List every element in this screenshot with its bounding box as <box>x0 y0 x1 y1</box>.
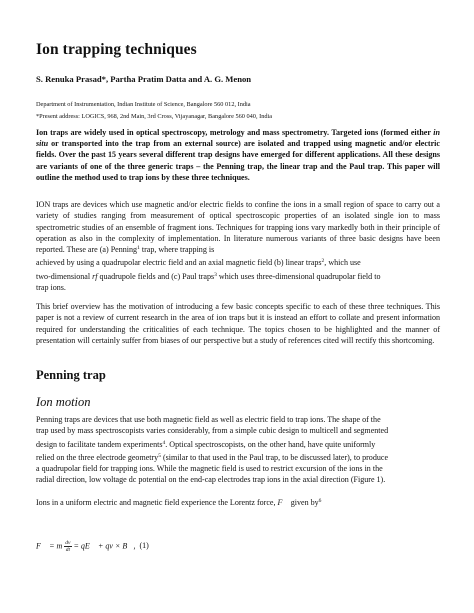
intro-paragraph-2: This brief overview has the motivation of introducing a few basic concepts specific to each of these three techniques. This paper is not a review of current research in the area of ion traps but it is instead an effort to collate and present information required for understanding the criticalities of each technique. The topics chosen to be highlighted and the manner of presentation will certainly suffer from biases of our perspective but a study of references cited will rectify this shortcoming. <box>36 302 440 345</box>
abstract: Ion traps are widely used in optical spectroscopy, metrology and mass spectrometry. Targeted ions (formed either in situ or transported into the trap from an external source) are isolated and trapped using magnetic and/or electric fields. Over the past 15 years several different trap designs have emerged for different applications. All these designs are variants of one of the three generic traps – the Penning trap, the linear trap and the Paul trap. This paper will outline the method used to trap ions by these three techniques. <box>36 128 440 182</box>
lorentz-equation: F⃗ = m $\frac{dv}{dt}$ = qE⃗ + qv × B⃗, (1) <box>36 540 149 553</box>
derivative-fraction: $\frac{dv}{dt}$ <box>65 540 71 553</box>
section-heading: Penning trap <box>36 368 106 382</box>
penning-paragraph: Penning traps are devices that use both magnetic field as well as electric field to trap ions. The shape of the trap used by mass spectroscopists varies considerably, from a simple cubic design to multicell and segmented design to facilitate tandem experiments$^4$. Optical spectroscopists, on the other hand, have quite uniformly relied on the three electrode geometry$^5$ (similar to that used in the Paul trap, to be discussed later), to produce a quadrupolar field for trapping ions. While the magnetic field is used to restrict excursion of the ions in the radial direction, low voltage dc potential on the end-cap electrodes trap ions in the axial direction (Figure 1). <box>36 415 389 485</box>
citation-2: 2 <box>321 258 325 265</box>
subsection-heading: Ion motion <box>36 395 91 409</box>
citation-5: 5 <box>158 452 161 459</box>
intro-text: ION traps are devices which use magnetic and/or electric fields to confine the ions in a small region of space to carry out a variety of studies ranging from measurement of optical spectroscopic properties of an isolated single ion to mass spectrometric studies of an ensemble of fragment ions. Techniques for trapping ions vary markedly both in their principle of operation as also in the complexity of implementation. In literature numerous variants of three basic designs have been reported. These are (a) Penning <box>36 200 440 255</box>
intro-paragraph-1: ION traps are devices which use magnetic and/or electric fields to confine the ions in a small region of space to carry out a variety of studies ranging from measurement of optical spectroscopic properties of an isolated single ion to mass spectrometric studies of an ensemble of fragment ions. Techniques for trapping ions vary markedly both in their principle of operation as also in the complexity of implementation. In literature numerous variants of three basic designs have been reported. These are (a) Penning$^1$ trap, where trapping is achieved by using a quadrupolar electric field and an axial magnetic field (b) linear traps$^2$, which use two-dimensional rf quadrupole fields and (c) Paul traps$^3$ which uses three-dimensional quadrupolar field to trap ions. <box>36 200 440 293</box>
citation-1: 1 <box>137 245 140 252</box>
force-symbol: F⃗ <box>277 498 289 507</box>
citation-4: 4 <box>162 439 166 446</box>
present-address: *Present address: LOGICS, 968, 2nd Main, 3rd Cross, Vijayanagar, Bangalore 560 040, India <box>36 113 273 120</box>
citation-6: 6 <box>318 498 322 504</box>
equation-number: (1) <box>139 541 149 551</box>
affiliation: Department of Instrumentation, Indian Institute of Science, Bangalore 560 012, India <box>36 101 251 108</box>
paper-title: Ion trapping techniques <box>36 41 197 58</box>
author-list: S. Renuka Prasad*, Partha Pratim Datta and A. G. Menon <box>36 74 252 84</box>
lorentz-sentence: Ions in a uniform electric and magnetic field experience the Lorentz force, F⃗ given $by^6$ <box>36 498 322 507</box>
citation-3: 3 <box>214 271 217 278</box>
